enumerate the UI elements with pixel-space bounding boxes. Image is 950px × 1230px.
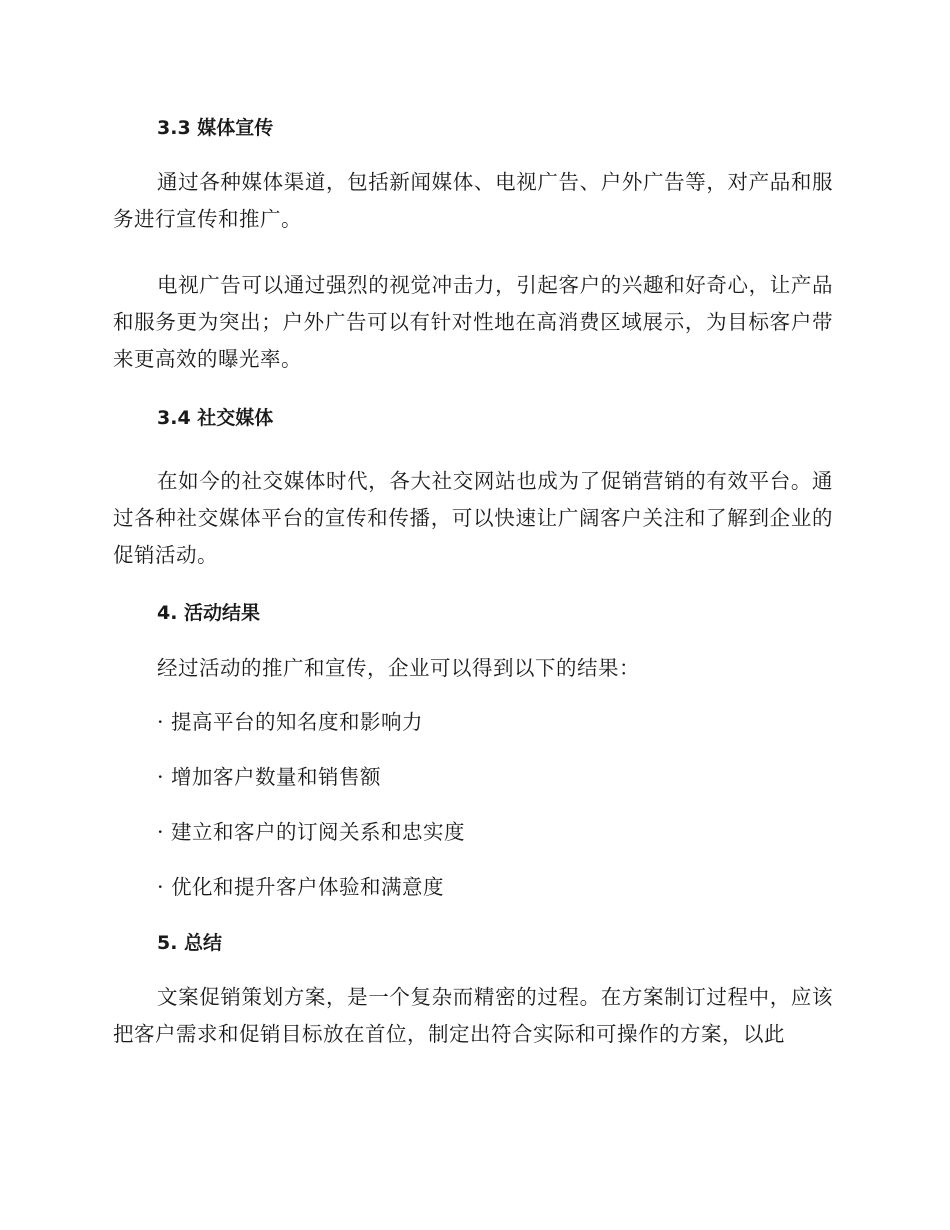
list-item: · 优化和提升客户体验和满意度: [157, 875, 445, 899]
paragraph-social-media: 在如今的社交媒体时代，各大社交网站也成为了促销营销的有效平台。通过各种社交媒体平台的宣传和传播，可以快速让广阔客户关注和了解到企业的促销活动。: [113, 469, 833, 567]
section-heading-media-promotion: 3.3 媒体宣传: [157, 117, 274, 139]
paragraph-results-intro: 经过活动的推广和宣传，企业可以得到以下的结果：: [157, 656, 640, 680]
section-heading-social-media: 3.4 社交媒体: [157, 407, 274, 429]
paragraph-summary: 文案促销策划方案，是一个复杂而精密的过程。在方案制订过程中，应该把客户需求和促销目标放在首位，制定出符合实际和可操作的方案，以此: [113, 985, 833, 1046]
list-item: · 增加客户数量和销售额: [157, 765, 382, 789]
list-item: · 提高平台的知名度和影响力: [157, 710, 424, 734]
paragraph-media-channels: 通过各种媒体渠道，包括新闻媒体、电视广告、户外广告等，对产品和服务进行宣传和推广。: [113, 170, 833, 231]
section-heading-activity-results: 4. 活动结果: [157, 602, 261, 624]
section-heading-summary: 5. 总结: [157, 932, 223, 954]
list-item: · 建立和客户的订阅关系和忠实度: [157, 820, 466, 844]
paragraph-tv-outdoor-ads: 电视广告可以通过强烈的视觉冲击力，引起客户的兴趣和好奇心，让产品和服务更为突出；户外广告可以有针对性地在高消费区域展示，为目标客户带来更高效的曝光率。: [113, 273, 833, 371]
